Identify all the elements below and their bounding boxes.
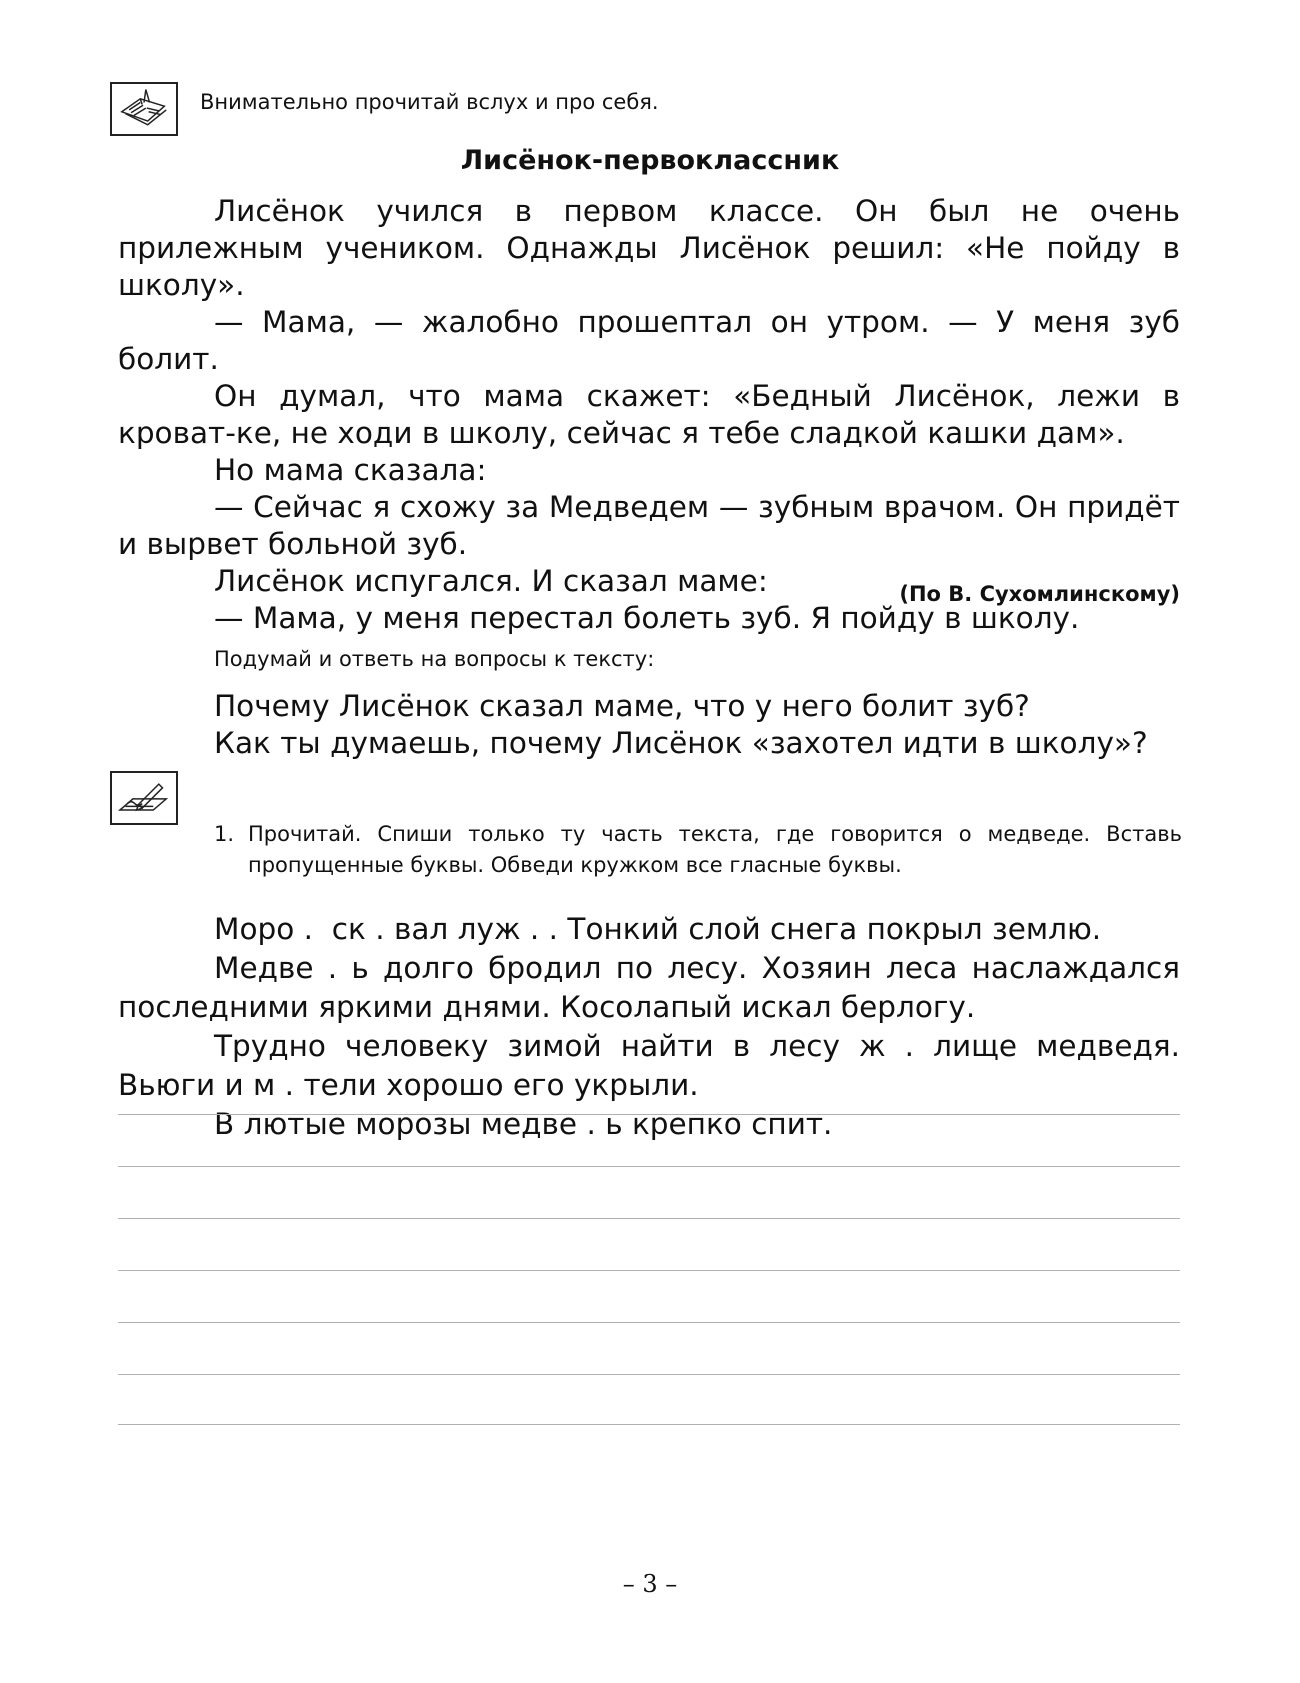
story-paragraph: Лисёнок учился в первом классе. Он был не очень прилежным учеником. Однажды Лисёнок решил: «Не пойду в школу». — [118, 194, 1180, 302]
task-paragraph: В лютые морозы медве . ь крепко спит. — [214, 1107, 833, 1141]
writing-line[interactable] — [118, 1166, 1180, 1167]
writing-line[interactable] — [118, 1114, 1180, 1115]
pen-writing-icon — [110, 771, 178, 825]
task-paragraph: Трудно человеку зимой найти в лесу ж . лище медведя. Вьюги и м . тели хорошо его укрыли. — [118, 1029, 1180, 1102]
story-paragraph: — Мама, — жалобно прошептал он утром. — У меня зуб болит. — [118, 305, 1180, 376]
writing-line[interactable] — [118, 1424, 1180, 1425]
task-paragraph: Медве . ь долго бродил по лесу. Хозяин леса наслаждался последними яркими днями. Косолапый искал берлогу. — [118, 951, 1180, 1024]
story-paragraph: Лисёнок испугался. И сказал маме: — [214, 564, 768, 598]
writing-line[interactable] — [118, 1374, 1180, 1375]
task-instruction — [214, 819, 1182, 881]
task-instruction-text: Прочитай. Спиши только ту часть текста, где говорится о медведе. Вставь пропущенные буквы. Обведи кружком все гласные буквы. — [248, 822, 1182, 877]
questions-label: Подумай и ответь на вопросы к тексту: — [214, 647, 655, 671]
page-number: – 3 – — [622, 1570, 678, 1598]
question-item: Почему Лисёнок сказал маме, что у него болит зуб? — [214, 689, 1030, 723]
story-paragraph: Он думал, что мама скажет: «Бедный Лисёнок, лежи в кроват-ке, не ходи в школу, сейчас я тебе сладкой кашки дам». — [118, 379, 1180, 450]
writing-line[interactable] — [118, 1218, 1180, 1219]
story-paragraph: — Сейчас я схожу за Медведем — зубным врачом. Он придёт и вырвет больной зуб. — [118, 490, 1180, 561]
story-author: (По В. Сухомлинскому) — [899, 582, 1180, 606]
story-paragraph: Но мама сказала: — [214, 453, 487, 487]
open-book-icon — [110, 82, 178, 136]
story-title: Лисёнок-первоклассник — [460, 145, 840, 176]
task-paragraph: Моро . ск . вал луж . . Тонкий слой снега покрыл землю. — [214, 912, 1102, 946]
questions-list — [214, 688, 1194, 762]
section-instruction: Внимательно прочитай вслух и про себя. — [200, 90, 659, 114]
story-text — [118, 193, 1180, 637]
question-item: Как ты думаешь, почему Лисёнок «захотел идти в школу»? — [214, 726, 1148, 760]
writing-line[interactable] — [118, 1270, 1180, 1271]
writing-line[interactable] — [118, 1322, 1180, 1323]
task-number: 1. — [214, 822, 235, 846]
story-paragraph: — Мама, у меня перестал болеть зуб. Я пойду в школу. — [214, 601, 1080, 635]
task-text — [118, 910, 1180, 1144]
